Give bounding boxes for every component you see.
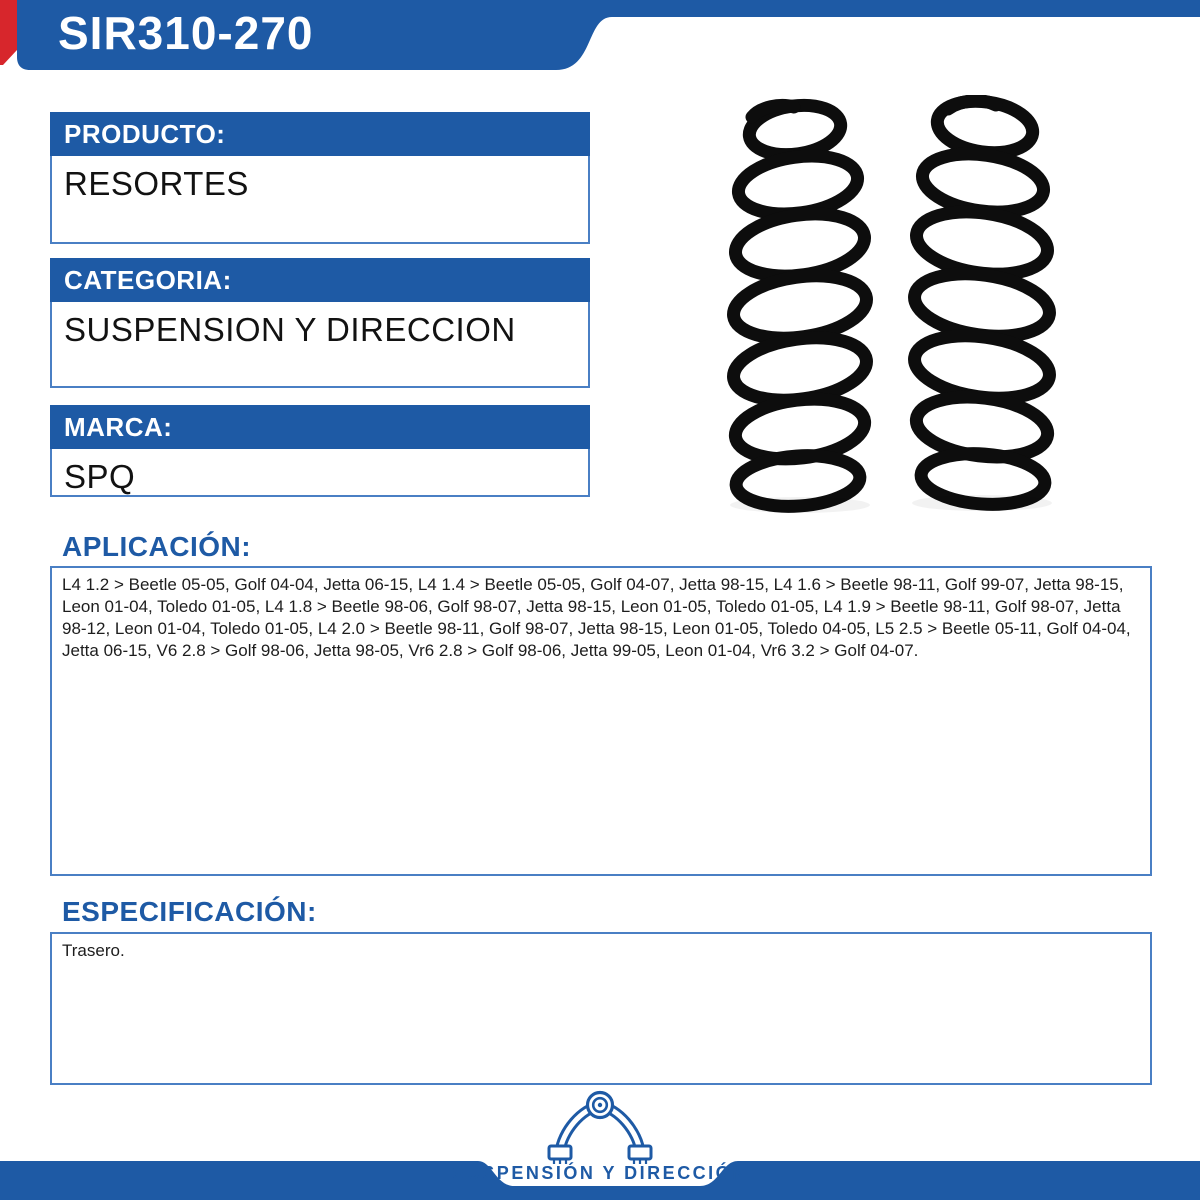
aplicacion-title: APLICACIÓN: [62,531,252,562]
footer-brand-text: SUSPENSIÓN Y DIRECCIÓN [452,1163,748,1183]
field-categoria-label: CATEGORIA: [50,258,590,302]
right-spring [910,96,1053,509]
field-producto-label: PRODUCTO: [50,112,590,156]
right-spring-shadow [912,495,1052,511]
coil-springs-photo [690,95,1090,515]
aplicacion-box [50,566,1152,876]
field-marca-value: SPQ [50,449,590,497]
field-marca [50,405,590,497]
field-producto-value: RESORTES [50,156,590,244]
especificacion-text: Trasero. [62,941,125,960]
field-categoria [50,258,590,388]
aplicacion-text: L4 1.2 > Beetle 05-05, Golf 04-04, Jetta 06-15, L4 1.4 > Beetle 05-05, Golf 04-07, Jetta 98-15, L4 1.6 > Beetle 98-11, Golf 99-07, Jetta 98-15, Leon 01-04, Toledo 01-05, L4 1.8 > Beetle 98-06, Golf 98-07, Jetta 98-15, Leon 01-05, Toledo 01-05, L4 1.9 > Beetle 98-11, Golf 98-07, Jetta 98-12, Leon 01-04, Toledo 01-05, L4 2.0 > Beetle 98-11, Golf 98-07, Jetta 98-15, Leon 01-05, Toledo 04-05, L5 2.5 > Beetle 05-11, Golf 04-04, Jetta 06-15, V6 2.8 > Golf 98-06, Jetta 98-05, Vr6 2.8 > Golf 98-06, Jetta 99-05, Leon 01-04, Vr6 3.2 > Golf 04-07. [62,575,1131,660]
especificacion-title: ESPECIFICACIÓN: [62,896,317,927]
left-spring [729,100,870,510]
field-categoria-value: SUSPENSION Y DIRECCION [50,302,590,388]
red-accent-shape [0,0,17,65]
field-producto [50,112,590,244]
field-marca-label: MARCA: [50,405,590,449]
page-title: SIR310-270 [58,7,314,59]
control-arm-icon [540,1088,660,1168]
especificacion-box [50,932,1152,1085]
left-spring-shadow [730,497,870,513]
